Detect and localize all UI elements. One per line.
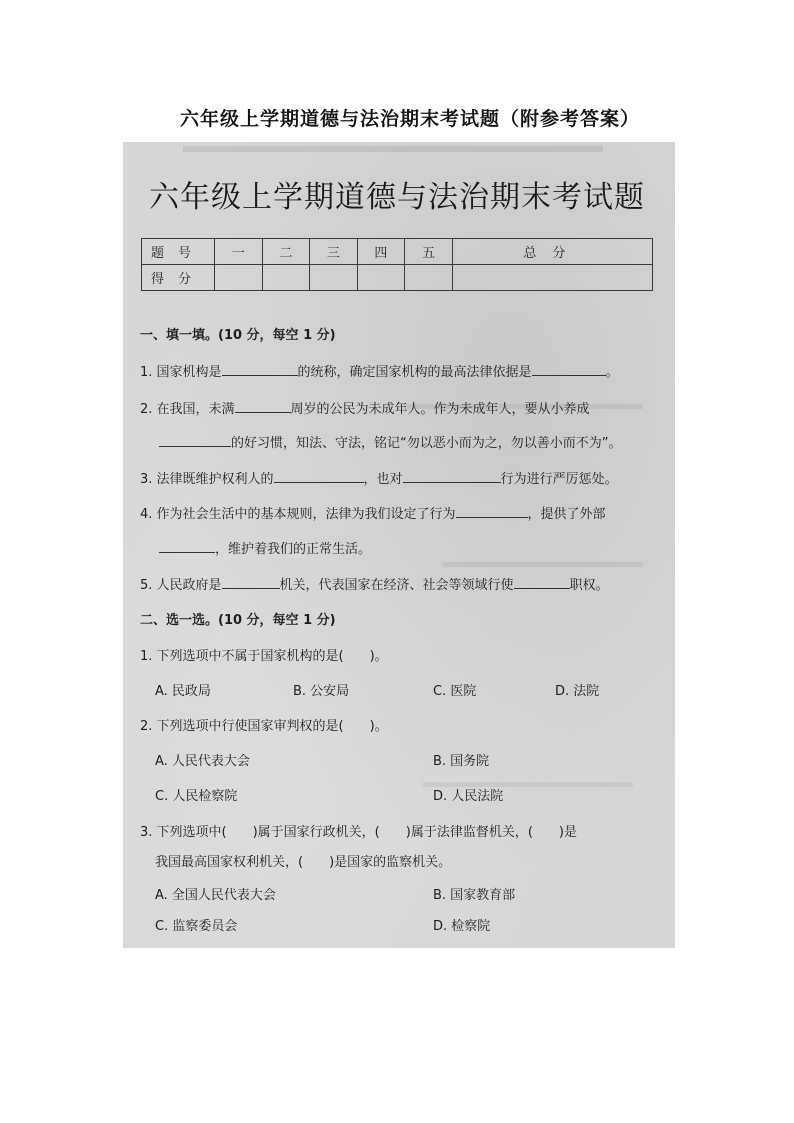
question-2-3: 3. 下列选项中( )属于国家行政机关，( )属于法律监督机关，( )是 xyxy=(140,825,577,840)
option-a: A. 人民代表大会 xyxy=(155,754,250,769)
question-1-4 xyxy=(140,503,606,522)
question-text: ，维护着我们的正常生活。 xyxy=(215,542,372,557)
question-text: ，提供了外部 xyxy=(527,507,606,522)
answer-blank xyxy=(514,574,570,589)
column-5: 五 xyxy=(405,239,453,265)
option-a: A. 全国人民代表大会 xyxy=(155,888,276,903)
question-text: 周岁的公民为未成年人。作为未成年人，要从小养成 xyxy=(290,402,590,417)
sheet-title: 六年级上学期道德与法治期末考试题 xyxy=(149,180,645,215)
column-3: 三 xyxy=(310,239,358,265)
question-text: 行为进行严厉惩处。 xyxy=(500,472,618,487)
scanned-exam-sheet xyxy=(123,142,675,948)
question-text: 的好习惯，知法、守法，铭记“勿以恶小而为之，勿以善小而不为”。 xyxy=(231,436,622,451)
answer-blank xyxy=(222,361,298,376)
question-text: 2. 在我国，未满 xyxy=(140,402,235,417)
score-cell xyxy=(310,265,358,291)
question-1-5 xyxy=(140,574,609,593)
column-total: 总分 xyxy=(452,239,652,265)
question-text: 5. 人民政府是 xyxy=(140,578,222,593)
option-c: C. 医院 xyxy=(433,684,477,699)
score-cell xyxy=(452,265,652,291)
question-1-1 xyxy=(140,361,619,380)
option-d: D. 法院 xyxy=(555,684,600,699)
score-table-header-row xyxy=(142,239,653,265)
section1-heading: 一、填一填。(10 分，每空 1 分) xyxy=(140,328,336,343)
column-4: 四 xyxy=(357,239,405,265)
answer-blank xyxy=(222,574,280,589)
score-cell xyxy=(215,265,263,291)
option-c: C. 监察委员会 xyxy=(155,919,238,934)
option-a: A. 民政局 xyxy=(155,684,211,699)
score-table-score-row xyxy=(142,265,653,291)
question-text: 职权。 xyxy=(569,578,609,593)
answer-blank xyxy=(274,468,364,483)
answer-blank xyxy=(456,503,528,518)
question-text: ，也对 xyxy=(363,472,403,487)
answer-blank xyxy=(532,361,606,376)
option-b: B. 国家教育部 xyxy=(433,888,516,903)
question-1-2-continued xyxy=(159,432,621,451)
answer-blank xyxy=(235,398,291,413)
option-d: D. 检察院 xyxy=(433,919,491,934)
question-1-3 xyxy=(140,468,618,487)
option-b: B. 国务院 xyxy=(433,754,490,769)
question-text: 1. 国家机构是 xyxy=(140,365,222,380)
score-table xyxy=(141,238,653,291)
score-label: 得分 xyxy=(142,265,215,291)
answer-blank xyxy=(403,468,501,483)
option-b: B. 公安局 xyxy=(293,684,350,699)
answer-blank xyxy=(159,432,231,447)
section2-heading: 二、选一选。(10 分，每空 1 分) xyxy=(140,613,336,628)
option-d: D. 人民法院 xyxy=(433,789,504,804)
question-2-1: 1. 下列选项中不属于国家机构的是( )。 xyxy=(140,649,388,664)
question-1-4-continued xyxy=(159,538,371,557)
answer-blank xyxy=(159,538,215,553)
document-title: 六年级上学期道德与法治期末考试题（附参考答案） xyxy=(180,108,641,130)
question-text: 4. 作为社会生活中的基本规则，法律为我们设定了行为 xyxy=(140,507,456,522)
column-1: 一 xyxy=(215,239,263,265)
question-text: 的统称，确定国家机构的最高法律依据是 xyxy=(297,365,532,380)
question-text: 机关，代表国家在经济、社会等领域行使 xyxy=(279,578,514,593)
score-cell xyxy=(262,265,310,291)
bleed-through-mark xyxy=(183,146,603,162)
score-cell xyxy=(405,265,453,291)
option-c: C. 人民检察院 xyxy=(155,789,238,804)
question-1-2 xyxy=(140,398,590,417)
question-text: 3. 法律既维护权利人的 xyxy=(140,472,274,487)
score-cell xyxy=(357,265,405,291)
question-2-2: 2. 下列选项中行使国家审判权的是( )。 xyxy=(140,719,388,734)
question-2-3-continued: 我国最高国家权利机关，( )是国家的监察机关。 xyxy=(155,855,452,870)
header-label: 题号 xyxy=(142,239,215,265)
question-text: 。 xyxy=(605,365,619,380)
column-2: 二 xyxy=(262,239,310,265)
